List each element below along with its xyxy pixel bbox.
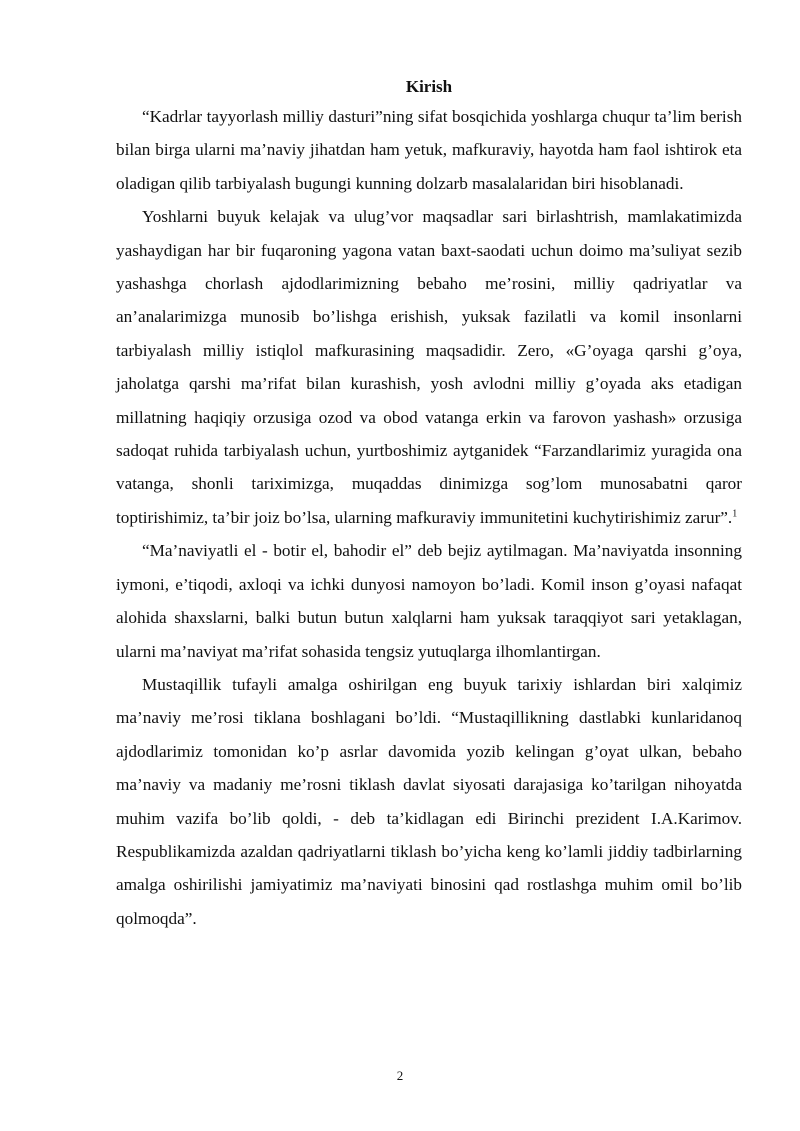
paragraph-4 [116, 668, 742, 935]
footnote-reference[interactable]: 1 [732, 508, 738, 520]
paragraph-4-text: Mustaqillik tufayli amalga oshirilgan eng buyuk tarixiy ishlardan biri xalqimiz ma’naviy me’rosi tiklana boshlagani bo’ldi. “Mustaqillikning dastlabki kunlaridanoq ajdodlarimiz tomonidan ko’p asrlar davomida yozib kelingan g’oyat ulkan, bebaho ma’naviy va madaniy me’rosni tiklash davlat siyosati darajasiga ko’tarilgan nihoyatda muhim vazifa bo’lib qoldi, - deb ta’kidlagan edi Birinchi prezident I.A.Karimov. Respublikamizda azaldan qadriyatlarni tiklash bo’yicha keng ko’lamli jiddiy tadbirlarning amalga oshirilishi jamiyatimiz ma’naviyati binosini qad rostlashga muhim omil bo’lib qolmoqda”. [116, 674, 742, 928]
paragraph-2 [116, 200, 742, 534]
paragraph-1 [116, 100, 742, 200]
paragraph-2-text: Yoshlarni buyuk kelajak va ulug’vor maqsadlar sari birlashtrish, mamlakatimizda yashaydigan har bir fuqaroning yagona vatan baxt-saodati uchun doimo ma’suliyat sezib yashashga chorlash ajdodlarimizning bebaho me’rosini, milliy qadriyatlar va an’analarimizga munosib bo’lishga erishish, yuksak fazilatli va komil insonlarni tarbiyalash milliy istiqlol mafkurasining maqsadidir. Zero, «G’oyaga qarshi g’oya, jaholatga qarshi ma’rifat bilan kurashish, yosh avlodni milliy g’oyada aks etadigan millatning haqiqiy orzusiga ozod va obod vatanga erkin va farovon yashash» orzusiga sadoqat ruhida tarbiyalash uchun, yurtboshimiz aytganidek “Farzandlarimiz yuragida ona vatanga, shonli tariximizga, muqaddas dinimizga sog’lom munosabatni qaror toptirishimiz, ta’bir joiz bo’lsa, ularning mafkuraviy immunitetini kuchytirishimiz zarur”. [116, 207, 742, 527]
document-body [116, 76, 742, 935]
section-title: Kirish [405, 77, 453, 96]
paragraph-1-text: “Kadrlar tayyorlash milliy dasturi”ning sifat bosqichida yoshlarga chuqur ta’lim berish bilan birga ularni ma’naviy jihatdan ham yetuk, mafkuraviy, hayotda ham faol ishtirok eta oladigan qilib tarbiyalash bugungi kunning dolzarb masalalaridan biri hisoblanadi. [116, 107, 742, 193]
paragraph-3-text: “Ma’naviyatli el - botir el, bahodir el” deb bejiz aytilmagan. Ma’naviyatda insonning iymoni, e’tiqodi, axloqi va ichki dunyosi namoyon bo’ladi. Komil inson g’oyasi nafaqat alohida shaxslarni, balki butun butun xalqlarni ham yuksak taraqqiyot sari yetaklagan, ularni ma’naviyat ma’rifat sohasida tengsiz yutuqlarga ilhomlantirgan. [116, 541, 742, 661]
page-number: 2 [396, 1068, 404, 1083]
paragraph-3 [116, 534, 742, 668]
